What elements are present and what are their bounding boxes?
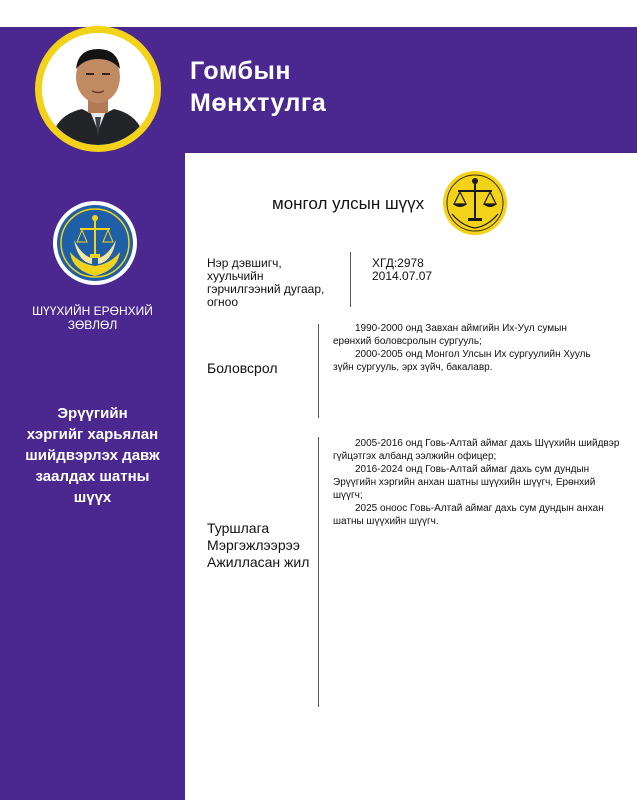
court-line-4: заалдах шатны	[35, 468, 150, 485]
court-description	[20, 403, 165, 508]
court-line-5: шүүх	[73, 489, 112, 506]
court-line-3: шийдвэрлэх давж	[25, 447, 160, 464]
nomination-label-line-2: хуульчийн	[207, 269, 264, 283]
experience-details	[333, 437, 628, 528]
experience-item-1a: 2005-2016 онд Говь-Алтай аймаг дахь Шүүхийн шийдвэр	[355, 438, 620, 449]
experience-item-1b: гүйцэтгэх албанд ээлжийн офицер;	[333, 451, 497, 462]
experience-label-line-1: Туршлага	[207, 520, 270, 536]
nomination-label	[207, 257, 324, 309]
nomination-label-line-1: Нэр дэвшигч,	[207, 256, 282, 270]
experience-label	[207, 520, 309, 571]
experience-label-line-2: Мэргэжлээрээ	[207, 537, 300, 553]
education-item-2b: зүйн сургууль, эрх зүйч, бакалавр.	[333, 362, 493, 373]
divider-line	[318, 437, 319, 707]
nomination-label-line-4: огноо	[207, 295, 239, 309]
council-line-2: ЗӨВЛӨЛ	[67, 318, 118, 332]
divider-line	[350, 252, 351, 307]
education-item-2a: 2000-2005 онд Монгол Улсын Их сургуулийн Хууль	[355, 349, 591, 360]
education-item-1a: 1990-2000 онд Завхан аймгийн Их-Уул сумын	[355, 323, 567, 334]
divider-line	[318, 324, 319, 418]
experience-item-3b: шатны шүүхийн шүүгч.	[333, 516, 439, 527]
page-title: монгол улсын шүүх	[272, 194, 425, 213]
portrait-image	[42, 33, 154, 145]
experience-item-2b: Эрүүгийн хэргийн анхан шатны шүүхийн шүүгч, Ерөнхий	[333, 477, 596, 488]
experience-item-2c: шүүгч;	[333, 490, 363, 501]
court-line-1: Эрүүгийн	[57, 405, 128, 422]
court-council-emblem-icon	[52, 200, 138, 286]
certificate-date: 2014.07.07	[372, 269, 433, 283]
education-details	[333, 322, 623, 374]
certificate-number: ХГД:2978	[372, 256, 424, 270]
nomination-label-line-3: гэрчилгээний дугаар,	[207, 282, 325, 296]
education-item-1b: ерөнхий боловсролын сургууль;	[333, 336, 482, 347]
council-line-1: ШҮҮХИЙН ЕРӨНХИЙ	[32, 304, 153, 318]
experience-item-3a: 2025 оноос Говь-Алтай аймаг дахь сум дундын анхан	[355, 503, 604, 514]
certificate-info	[372, 257, 432, 283]
experience-label-line-3: Ажилласан жил	[207, 554, 310, 570]
scales-of-justice-emblem-icon	[442, 170, 508, 236]
last-name: Мөнхтулга	[190, 89, 327, 117]
education-label: Боловсрол	[207, 360, 278, 376]
court-council-label	[20, 304, 165, 332]
first-name: Гомбын	[190, 57, 291, 85]
court-line-2: хэргийг харьялан	[26, 426, 159, 443]
experience-item-2a: 2016-2024 онд Говь-Алтай аймаг дахь сум дундын	[355, 464, 590, 475]
person-name	[190, 55, 326, 119]
